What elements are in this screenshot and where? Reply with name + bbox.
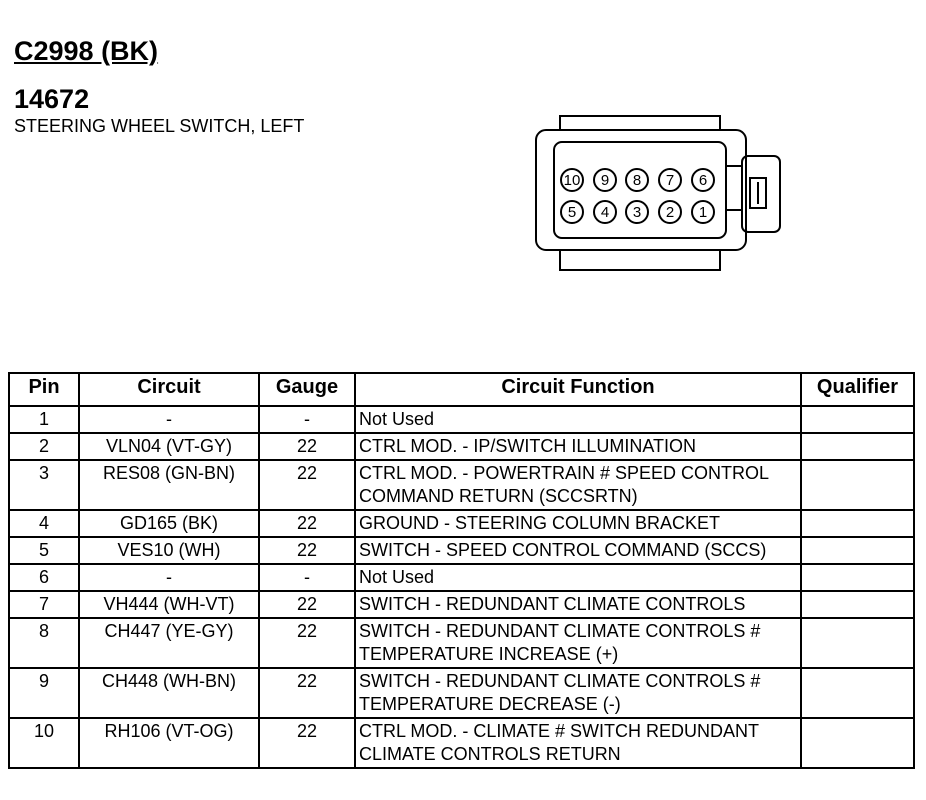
cell-gauge: 22 [259, 668, 355, 718]
component-description: STEERING WHEEL SWITCH, LEFT [14, 116, 305, 136]
cell-circuit: - [79, 406, 259, 433]
cell-pin: 7 [9, 591, 79, 618]
table-row [9, 537, 914, 564]
function-line: TEMPERATURE DECREASE (-) [359, 694, 621, 714]
cell-function [355, 591, 801, 618]
table-row [9, 510, 914, 537]
cell-gauge: 22 [259, 618, 355, 668]
cell-gauge: - [259, 564, 355, 591]
table-row [9, 433, 914, 460]
table-row [9, 718, 914, 768]
cell-pin: 1 [9, 406, 79, 433]
cell-pin: 3 [9, 460, 79, 510]
col-header-circuit: Circuit [79, 373, 259, 406]
cell-qualifier [801, 564, 914, 591]
cell-pin: 5 [9, 537, 79, 564]
cell-gauge: - [259, 406, 355, 433]
function-line: SWITCH - SPEED CONTROL COMMAND (SCCS) [359, 540, 767, 560]
cell-pin: 4 [9, 510, 79, 537]
cell-gauge: 22 [259, 718, 355, 768]
function-line: CTRL MOD. - IP/SWITCH ILLUMINATION [359, 436, 697, 456]
cell-pin: 10 [9, 718, 79, 768]
cell-qualifier [801, 668, 914, 718]
function-line: Not Used [359, 409, 435, 429]
cell-circuit: VLN04 (VT-GY) [79, 433, 259, 460]
cell-function [355, 718, 801, 768]
pin-number-label: 10 [563, 172, 581, 189]
cell-circuit: CH448 (WH-BN) [79, 668, 259, 718]
cell-function [355, 668, 801, 718]
function-line: Not Used [359, 567, 435, 587]
col-header-gauge: Gauge [259, 373, 355, 406]
cell-pin: 8 [9, 618, 79, 668]
cell-circuit: VH444 (WH-VT) [79, 591, 259, 618]
col-header-function: Circuit Function [355, 373, 801, 406]
col-header-qualifier: Qualifier [801, 373, 914, 406]
cell-circuit: - [79, 564, 259, 591]
cell-gauge: 22 [259, 537, 355, 564]
cell-gauge: 22 [259, 433, 355, 460]
table-row [9, 618, 914, 668]
cell-qualifier [801, 537, 914, 564]
cell-function [355, 406, 801, 433]
table-row [9, 668, 914, 718]
cell-qualifier [801, 406, 914, 433]
cell-circuit: GD165 (BK) [79, 510, 259, 537]
pin-number-label: 1 [698, 204, 708, 221]
cell-qualifier [801, 618, 914, 668]
function-line: TEMPERATURE INCREASE (+) [359, 644, 619, 664]
pin-number-label: 5 [567, 204, 577, 221]
cell-circuit: CH447 (YE-GY) [79, 618, 259, 668]
pin-number-label: 8 [632, 172, 642, 189]
cell-function [355, 433, 801, 460]
table-row [9, 460, 914, 510]
table-row [9, 591, 914, 618]
cell-qualifier [801, 460, 914, 510]
pin-number-label: 3 [632, 204, 642, 221]
connector-id-title: C2998 (BK) [14, 36, 159, 66]
function-line: CTRL MOD. - POWERTRAIN # SPEED CONTROL [359, 463, 770, 483]
function-line: SWITCH - REDUNDANT CLIMATE CONTROLS [359, 594, 746, 614]
connector-face-diagram [520, 108, 786, 280]
col-header-pin: Pin [9, 373, 79, 406]
part-number: 14672 [14, 84, 90, 114]
cell-function [355, 537, 801, 564]
table-row [9, 406, 914, 433]
function-line: GROUND - STEERING COLUMN BRACKET [359, 513, 721, 533]
function-line: COMMAND RETURN (SCCSRTN) [359, 486, 638, 506]
cell-pin: 9 [9, 668, 79, 718]
cell-qualifier [801, 510, 914, 537]
cell-circuit: VES10 (WH) [79, 537, 259, 564]
cell-qualifier [801, 591, 914, 618]
housing-bottom-step [560, 250, 720, 270]
pin-number-label: 2 [665, 204, 675, 221]
cell-gauge: 22 [259, 460, 355, 510]
cell-qualifier [801, 433, 914, 460]
cell-gauge: 22 [259, 510, 355, 537]
cell-function [355, 510, 801, 537]
cell-pin: 2 [9, 433, 79, 460]
cell-circuit: RES08 (GN-BN) [79, 460, 259, 510]
lock-tab-outer [742, 156, 780, 232]
cell-pin: 6 [9, 564, 79, 591]
cell-function [355, 564, 801, 591]
pin-table [8, 372, 915, 769]
table-header-row [9, 373, 914, 406]
lock-tab-base [726, 166, 742, 210]
pin-number-label: 4 [600, 204, 610, 221]
pin-number-label: 7 [665, 172, 675, 189]
housing-top-step [560, 116, 720, 130]
pin-number-label: 6 [698, 172, 708, 189]
pin-number-label: 9 [600, 172, 610, 189]
function-line: CLIMATE CONTROLS RETURN [359, 744, 621, 764]
cell-qualifier [801, 718, 914, 768]
function-line: SWITCH - REDUNDANT CLIMATE CONTROLS # [359, 671, 761, 691]
cell-function [355, 618, 801, 668]
function-line: CTRL MOD. - CLIMATE # SWITCH REDUNDANT [359, 721, 760, 741]
cell-circuit: RH106 (VT-OG) [79, 718, 259, 768]
cell-gauge: 22 [259, 591, 355, 618]
table-row [9, 564, 914, 591]
cell-function [355, 460, 801, 510]
function-line: SWITCH - REDUNDANT CLIMATE CONTROLS # [359, 621, 761, 641]
